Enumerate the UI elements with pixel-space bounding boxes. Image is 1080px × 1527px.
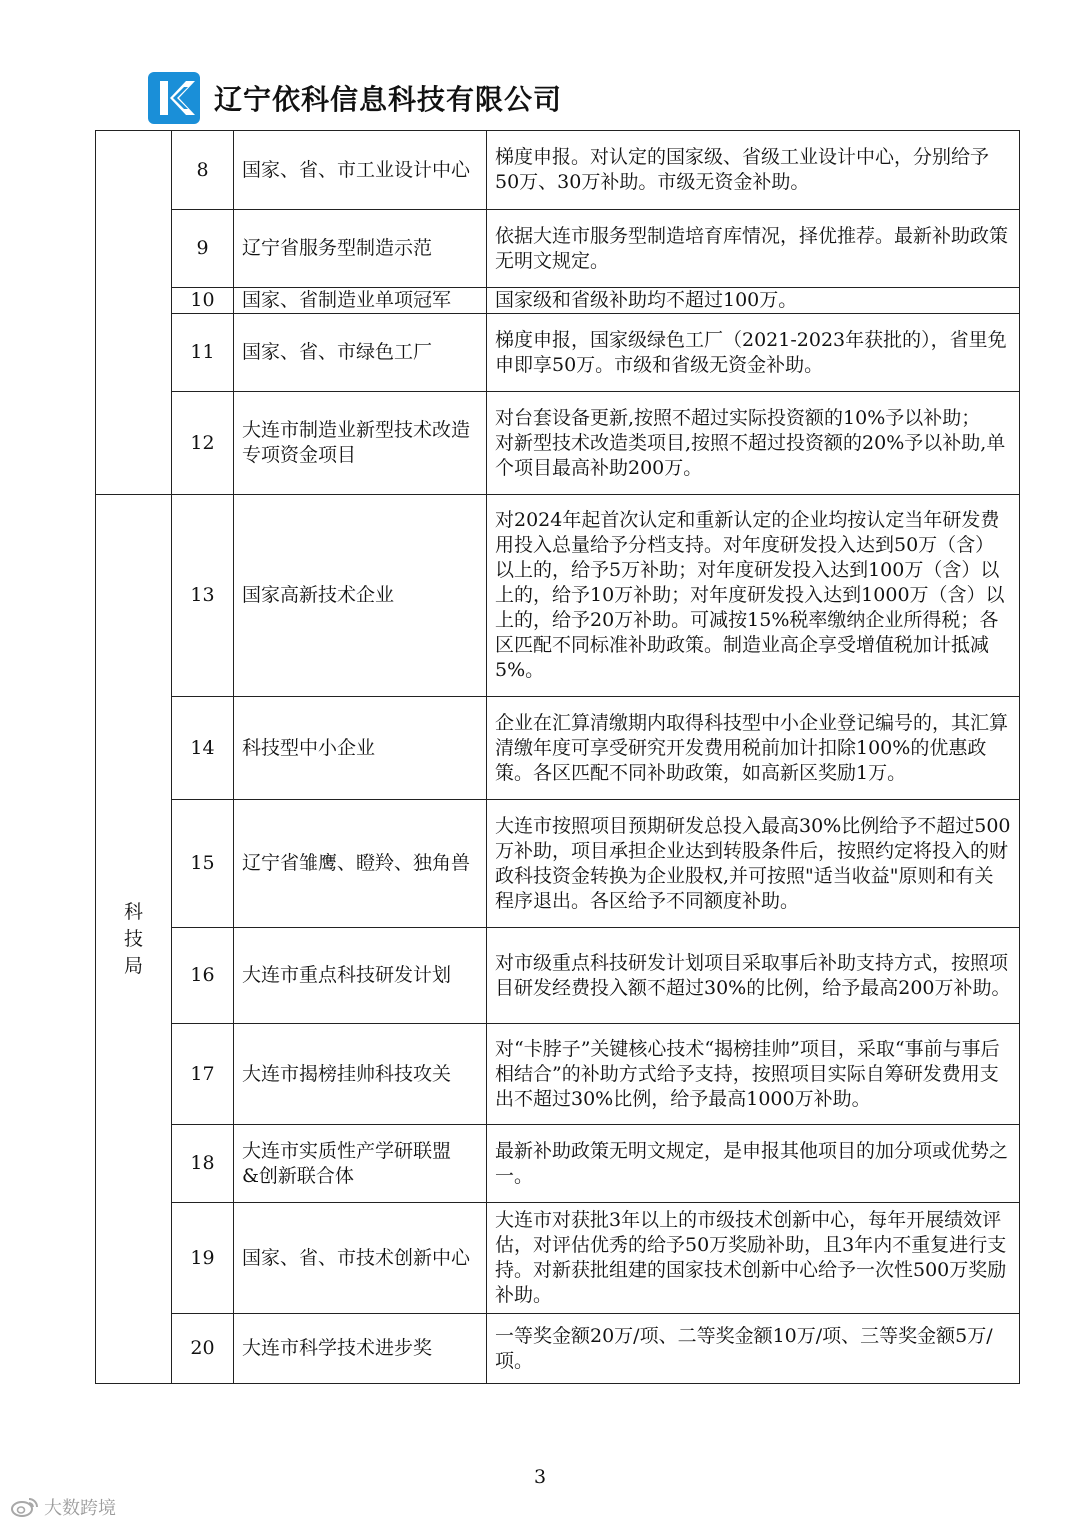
policy-description: 对2024年起首次认定和重新认定的企业均按认定当年研发费用投入总量给予分档支持。对年度研发投入达到50万（含）以上的，给予5万补助；对年度研发投入达到100万（含）以上的，给予10万补助；对年度研发投入达到1000万（含）以上的，给予20万补助。可减按15%税率缴纳企业所得税；各区匹配不同标准补助政策。制造业高企享受增值税加计抵减5%。 — [487, 495, 1020, 697]
policy-description: 对市级重点科技研发计划项目采取事后补助支持方式，按照项目研发经费投入额不超过30%的比例，给予最高200万补助。 — [487, 928, 1020, 1024]
watermark — [10, 1494, 116, 1520]
project-name: 大连市揭榜挂帅科技攻关 — [234, 1024, 487, 1125]
project-name: 大连市科学技术进步奖 — [234, 1314, 487, 1384]
watermark-text: 大数跨境 — [44, 1498, 116, 1519]
dept-cell — [96, 131, 172, 495]
policy-description: 依据大连市服务型制造培育库情况，择优推荐。最新补助政策无明文规定。 — [487, 210, 1020, 288]
row-number: 14 — [172, 697, 234, 800]
project-name: 大连市重点科技研发计划 — [234, 928, 487, 1024]
page-number: 3 — [533, 1466, 547, 1488]
project-name: 国家、省、市工业设计中心 — [234, 131, 487, 210]
company-name: 辽宁依科信息科技有限公司 — [214, 83, 563, 116]
project-name: 科技型中小企业 — [234, 697, 487, 800]
row-number: 18 — [172, 1125, 234, 1203]
row-number: 20 — [172, 1314, 234, 1384]
table-row — [96, 1125, 1020, 1203]
row-number: 11 — [172, 314, 234, 392]
row-number: 13 — [172, 495, 234, 697]
dept-cell: 科技局 — [96, 495, 172, 1384]
table-row — [96, 392, 1020, 495]
policy-description: 大连市对获批3年以上的市级技术创新中心，每年开展绩效评估，对评估优秀的给予50万奖励补助，且3年内不重复进行支持。对新获批组建的国家技术创新中心给予一次性500万奖励补助。 — [487, 1203, 1020, 1314]
policy-description: 大连市按照项目预期研发总投入最高30%比例给予不超过500万补助，项目承担企业达到转股条件后，按照约定将投入的财政科技资金转换为企业股权,并可按照"适当收益"原则和有关程序退出。各区给予不同额度补助。 — [487, 800, 1020, 928]
company-logo-icon — [148, 72, 200, 124]
policy-description: 梯度申报，国家级绿色工厂（2021-2023年获批的），省里免申即享50万。市级和省级无资金补助。 — [487, 314, 1020, 392]
row-number: 10 — [172, 288, 234, 314]
project-name: 国家高新技术企业 — [234, 495, 487, 697]
row-number: 19 — [172, 1203, 234, 1314]
table-row — [96, 1024, 1020, 1125]
table-row — [96, 314, 1020, 392]
project-name: 国家、省、市技术创新中心 — [234, 1203, 487, 1314]
project-name: 大连市制造业新型技术改造专项资金项目 — [234, 392, 487, 495]
table-row — [96, 800, 1020, 928]
table-row — [96, 697, 1020, 800]
row-number: 16 — [172, 928, 234, 1024]
policy-description: 一等奖金额20万/项、二等奖金额10万/项、三等奖金额5万/项。 — [487, 1314, 1020, 1384]
project-name: 国家、省制造业单项冠军 — [234, 288, 487, 314]
policy-description: 对台套设备更新,按照不超过实际投资额的10%予以补助； 对新型技术改造类项目,按照不超过投资额的20%予以补助,单个项目最高补助200万。 — [487, 392, 1020, 495]
row-number: 9 — [172, 210, 234, 288]
page-header — [148, 72, 562, 124]
table-row — [96, 288, 1020, 314]
policy-description: 国家级和省级补助均不超过100万。 — [487, 288, 1020, 314]
row-number: 12 — [172, 392, 234, 495]
table-row — [96, 131, 1020, 210]
policy-description: 最新补助政策无明文规定，是申报其他项目的加分项或优势之一。 — [487, 1125, 1020, 1203]
project-name: 国家、省、市绿色工厂 — [234, 314, 487, 392]
project-name: 辽宁省雏鹰、瞪羚、独角兽 — [234, 800, 487, 928]
weibo-logo-icon — [10, 1496, 40, 1518]
project-name: 大连市实质性产学研联盟 &创新联合体 — [234, 1125, 487, 1203]
policy-description: 对“卡脖子”关键核心技术“揭榜挂帅”项目，采取“事前与事后相结合”的补助方式给予支持，按照项目实际自筹研发费用支出不超过30%比例，给予最高1000万补助。 — [487, 1024, 1020, 1125]
table-row — [96, 210, 1020, 288]
row-number: 17 — [172, 1024, 234, 1125]
project-name: 辽宁省服务型制造示范 — [234, 210, 487, 288]
policy-description: 企业在汇算清缴期内取得科技型中小企业登记编号的，其汇算清缴年度可享受研究开发费用税前加计扣除100%的优惠政策。各区匹配不同补助政策，如高新区奖励1万。 — [487, 697, 1020, 800]
row-number: 15 — [172, 800, 234, 928]
row-number: 8 — [172, 131, 234, 210]
table-row — [96, 928, 1020, 1024]
table-row — [96, 1203, 1020, 1314]
policy-description: 梯度申报。对认定的国家级、省级工业设计中心，分别给予50万、30万补助。市级无资金补助。 — [487, 131, 1020, 210]
policy-table — [95, 130, 1020, 1384]
table-row — [96, 495, 1020, 697]
table-row — [96, 1314, 1020, 1384]
